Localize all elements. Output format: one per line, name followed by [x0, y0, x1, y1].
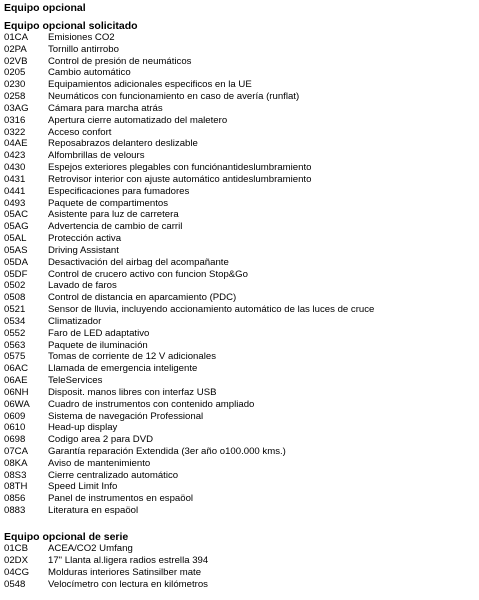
option-description: Panel de instrumentos en espaöol: [48, 493, 194, 505]
option-description: Speed Limit Info: [48, 481, 118, 493]
option-row: [4, 209, 479, 221]
option-row: [4, 493, 479, 505]
option-description: Control de distancia en aparcamiento (PDC): [48, 292, 237, 304]
option-code: 0610: [4, 422, 26, 434]
option-code: 02PA: [4, 43, 27, 55]
section-heading: Equipo opcional de serie: [4, 530, 129, 543]
option-row: [4, 458, 479, 470]
option-code: 08S3: [4, 469, 27, 481]
option-row: [4, 434, 479, 446]
option-code: 06AE: [4, 375, 28, 387]
option-row: [4, 245, 479, 257]
option-row: [4, 115, 479, 127]
option-description: Sensor de lluvia, incluyendo accionamiento automático de las luces de cruce: [48, 304, 375, 316]
option-description: Cambio automático: [48, 67, 131, 79]
option-code: 0205: [4, 67, 26, 79]
option-description: Lavado de faros: [48, 280, 117, 292]
option-code: 0258: [4, 91, 26, 103]
option-description: Cierre centralizado automático: [48, 469, 179, 481]
option-description: 17" Llanta al.ligera radios estrella 394: [48, 554, 209, 566]
option-code: 08KA: [4, 457, 28, 469]
option-description: Paquete de iluminación: [48, 339, 148, 351]
option-description: ACEA/CO2 Umfang: [48, 542, 133, 554]
option-row: [4, 399, 479, 411]
option-code: 05DA: [4, 256, 28, 268]
document-title: Equipo opcional: [4, 2, 86, 14]
option-code: 06AC: [4, 363, 28, 375]
option-description: Head-up display: [48, 422, 118, 434]
option-code: 0548: [4, 578, 26, 590]
option-code: 08TH: [4, 481, 28, 493]
option-code: 01CA: [4, 32, 28, 43]
option-code: 0430: [4, 162, 26, 174]
option-description: Reposabrazos delantero deslizable: [48, 138, 198, 150]
option-row: [4, 44, 479, 56]
option-row: [4, 316, 479, 328]
option-row: [4, 470, 479, 482]
option-code: 04CG: [4, 566, 30, 578]
option-description: Cuadro de instrumentos con contenido ampliado: [48, 398, 255, 410]
option-description: Tomas de corriente de 12 V adicionales: [48, 351, 216, 363]
option-row: [4, 481, 479, 493]
section-requested-options: [4, 20, 479, 517]
option-description: Alfombrillas de velours: [48, 150, 145, 162]
option-row: [4, 567, 479, 579]
option-description: Desactivación del airbag del acompañante: [48, 256, 229, 268]
option-code: 05AL: [4, 233, 27, 245]
option-code: 02VB: [4, 55, 28, 67]
option-row: [4, 351, 479, 363]
option-description: Climatizador: [48, 315, 102, 327]
option-description: Driving Assistant: [48, 244, 119, 256]
option-description: Emisiones CO2: [48, 32, 115, 43]
option-description: Garantía reparación Extendida (3er año o100.000 kms.): [48, 445, 286, 457]
option-description: Llamada de emergencia inteligente: [48, 363, 198, 375]
option-description: Asistente para luz de carretera: [48, 209, 179, 221]
option-description: Neumáticos con funcionamiento en caso de avería (runflat): [48, 91, 300, 103]
option-description: Apertura cierre automatizado del maletero: [48, 114, 228, 126]
option-code: 05DF: [4, 268, 28, 280]
option-code: 0698: [4, 434, 26, 446]
option-row: [4, 32, 479, 44]
option-description: Especificaciones para fumadores: [48, 185, 190, 197]
option-row: [4, 579, 479, 591]
option-description: Paquete de compartimentos: [48, 197, 168, 209]
option-row: [4, 198, 479, 210]
option-code: 0883: [4, 505, 26, 517]
option-code: 01CB: [4, 542, 28, 554]
option-code: 0493: [4, 197, 26, 209]
option-row: [4, 292, 479, 304]
option-row: [4, 340, 479, 352]
option-row: [4, 257, 479, 269]
option-row: [4, 446, 479, 458]
option-code: 06WA: [4, 398, 30, 410]
option-code: 0423: [4, 150, 26, 162]
option-description: TeleServices: [48, 375, 103, 387]
option-row: [4, 103, 479, 115]
option-code: 05AS: [4, 244, 28, 256]
option-code: 0575: [4, 351, 26, 363]
option-description: Faro de LED adaptativo: [48, 327, 150, 339]
option-row: [4, 422, 479, 434]
option-description: Espejos exteriores plegables con funciónantideslumbramiento: [48, 162, 312, 174]
option-row: [4, 91, 479, 103]
option-code: 04AE: [4, 138, 28, 150]
option-row: [4, 269, 479, 281]
option-code: 0316: [4, 114, 26, 126]
option-code: 0508: [4, 292, 26, 304]
option-description: Aviso de mantenimiento: [48, 457, 151, 469]
option-row: [4, 67, 479, 79]
option-code: 0856: [4, 493, 26, 505]
option-row: [4, 221, 479, 233]
section-heading: Equipo opcional solicitado: [4, 20, 138, 32]
option-code: 0431: [4, 173, 26, 185]
option-list: [4, 543, 479, 591]
option-code: 02DX: [4, 554, 28, 566]
section-standard-options: [4, 531, 479, 591]
option-row: [4, 387, 479, 399]
option-code: 0534: [4, 315, 26, 327]
option-row: [4, 127, 479, 139]
option-description: Velocímetro con lectura en kilómetros: [48, 578, 208, 590]
option-row: [4, 233, 479, 245]
option-row: [4, 505, 479, 517]
option-row: [4, 304, 479, 316]
option-code: 03AG: [4, 102, 29, 114]
option-description: Equipamientos adicionales especificos en la UE: [48, 79, 252, 91]
option-row: [4, 138, 479, 150]
option-row: [4, 363, 479, 375]
option-row: [4, 56, 479, 68]
option-code: 06NH: [4, 386, 29, 398]
option-row: [4, 174, 479, 186]
option-code: 0609: [4, 410, 26, 422]
option-row: [4, 543, 479, 555]
option-description: Disposit. manos libres con interfaz USB: [48, 386, 217, 398]
option-row: [4, 186, 479, 198]
option-row: [4, 280, 479, 292]
option-description: Sistema de navegación Professional: [48, 410, 204, 422]
option-description: Literatura en espaöol: [48, 505, 139, 517]
option-description: Control de presión de neumáticos: [48, 55, 192, 67]
option-row: [4, 411, 479, 423]
option-description: Control de crucero activo con funcion Stop&Go: [48, 268, 248, 280]
option-description: Retrovisor interior con ajuste automático antideslumbramiento: [48, 173, 312, 185]
option-description: Acceso confort: [48, 126, 112, 138]
option-description: Protección activa: [48, 233, 122, 245]
option-row: [4, 375, 479, 387]
option-description: Codigo area 2 para DVD: [48, 434, 154, 446]
option-description: Molduras interiores Satinsilber mate: [48, 566, 202, 578]
option-code: 05AC: [4, 209, 28, 221]
option-row: [4, 79, 479, 91]
option-row: [4, 150, 479, 162]
option-code: 0563: [4, 339, 26, 351]
option-code: 0552: [4, 327, 26, 339]
equipment-document: [4, 0, 479, 591]
option-code: 05AG: [4, 221, 29, 233]
option-description: Advertencia de cambio de carril: [48, 221, 183, 233]
option-code: 0521: [4, 304, 26, 316]
option-code: 0322: [4, 126, 26, 138]
option-list: [4, 32, 479, 517]
option-description: Tornillo antirrobo: [48, 43, 119, 55]
option-row: [4, 162, 479, 174]
option-row: [4, 555, 479, 567]
option-code: 0502: [4, 280, 26, 292]
option-code: 0230: [4, 79, 26, 91]
option-code: 07CA: [4, 445, 28, 457]
option-row: [4, 328, 479, 340]
option-description: Cámara para marcha atrás: [48, 102, 163, 114]
option-code: 0441: [4, 185, 26, 197]
